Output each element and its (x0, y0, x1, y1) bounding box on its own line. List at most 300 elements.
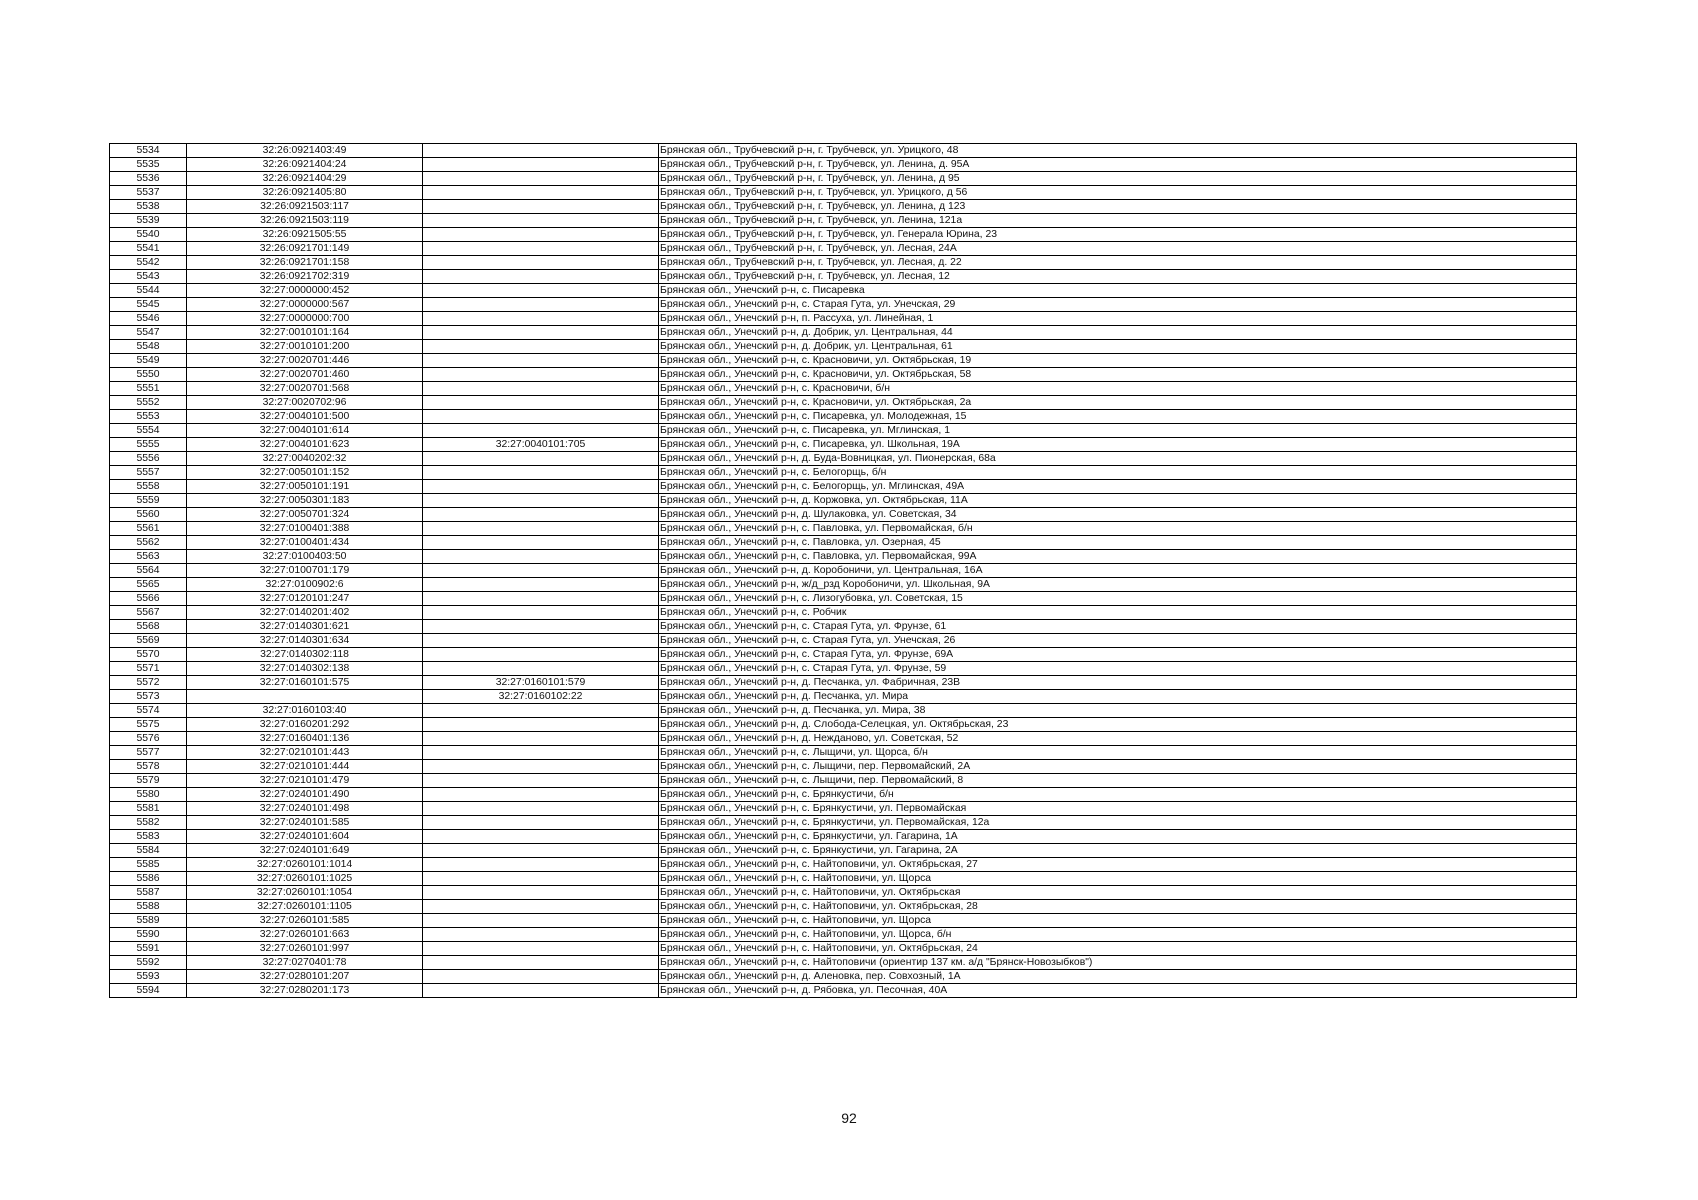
related-cadastral-number-cell (423, 452, 659, 466)
row-number-cell: 5556 (110, 452, 187, 466)
table-row (110, 284, 1577, 298)
related-cadastral-number-cell (423, 536, 659, 550)
row-number-cell: 5561 (110, 522, 187, 536)
row-number-cell: 5536 (110, 172, 187, 186)
row-number-cell: 5562 (110, 536, 187, 550)
address-cell: Брянская обл., Унечский р-н, д. Коробоничи, ул. Центральная, 16А (659, 564, 1577, 578)
address-cell: Брянская обл., Унечский р-н, с. Брянкустичи, б/н (659, 788, 1577, 802)
related-cadastral-number-cell (423, 424, 659, 438)
related-cadastral-number-cell (423, 662, 659, 676)
related-cadastral-number-cell (423, 816, 659, 830)
address-cell: Брянская обл., Унечский р-н, д. Рябовка, ул. Песочная, 40А (659, 984, 1577, 998)
address-cell: Брянская обл., Унечский р-н, с. Брянкустичи, ул. Гагарина, 2А (659, 844, 1577, 858)
row-number-cell: 5577 (110, 746, 187, 760)
row-number-cell: 5557 (110, 466, 187, 480)
row-number-cell: 5549 (110, 354, 187, 368)
cadastral-number-cell: 32:27:0280101:207 (187, 970, 423, 984)
row-number-cell: 5592 (110, 956, 187, 970)
address-cell: Брянская обл., Унечский р-н, д. Коржовка, ул. Октябрьская, 11А (659, 494, 1577, 508)
address-cell: Брянская обл., Унечский р-н, с. Писаревка (659, 284, 1577, 298)
address-cell: Брянская обл., Унечский р-н, с. Писаревка, ул. Школьная, 19А (659, 438, 1577, 452)
address-cell: Брянская обл., Трубчевский р-н, г. Трубчевск, ул. Генерала Юрина, 23 (659, 228, 1577, 242)
row-number-cell: 5568 (110, 620, 187, 634)
related-cadastral-number-cell (423, 928, 659, 942)
related-cadastral-number-cell (423, 802, 659, 816)
row-number-cell: 5534 (110, 144, 187, 158)
cadastral-number-cell: 32:27:0140301:634 (187, 634, 423, 648)
address-cell: Брянская обл., Унечский р-н, с. Павловка, ул. Первомайская, б/н (659, 522, 1577, 536)
table-row (110, 298, 1577, 312)
row-number-cell: 5560 (110, 508, 187, 522)
related-cadastral-number-cell (423, 592, 659, 606)
row-number-cell: 5580 (110, 788, 187, 802)
row-number-cell: 5559 (110, 494, 187, 508)
address-cell: Брянская обл., Трубчевский р-н, г. Трубчевск, ул. Лесная, 24А (659, 242, 1577, 256)
table-row (110, 662, 1577, 676)
table-row (110, 186, 1577, 200)
address-cell: Брянская обл., Унечский р-н, с. Павловка, ул. Первомайская, 99А (659, 550, 1577, 564)
related-cadastral-number-cell (423, 242, 659, 256)
address-cell: Брянская обл., Унечский р-н, с. Старая Гута, ул. Фрунзе, 61 (659, 620, 1577, 634)
cadastral-number-cell: 32:27:0000000:700 (187, 312, 423, 326)
row-number-cell: 5570 (110, 648, 187, 662)
row-number-cell: 5563 (110, 550, 187, 564)
row-number-cell: 5591 (110, 942, 187, 956)
related-cadastral-number-cell (423, 382, 659, 396)
cadastral-number-cell: 32:27:0270401:78 (187, 956, 423, 970)
related-cadastral-number-cell (423, 914, 659, 928)
cadastral-number-cell: 32:27:0260101:1105 (187, 900, 423, 914)
related-cadastral-number-cell (423, 942, 659, 956)
address-cell: Брянская обл., Унечский р-н, д. Шулаковка, ул. Советская, 34 (659, 508, 1577, 522)
table-row (110, 312, 1577, 326)
row-number-cell: 5540 (110, 228, 187, 242)
address-cell: Брянская обл., Унечский р-н, с. Белогорщь, ул. Мглинская, 49А (659, 480, 1577, 494)
related-cadastral-number-cell (423, 872, 659, 886)
table-row (110, 704, 1577, 718)
cadastral-number-cell: 32:26:0921702:319 (187, 270, 423, 284)
related-cadastral-number-cell (423, 480, 659, 494)
table-row (110, 844, 1577, 858)
address-cell: Брянская обл., Унечский р-н, с. Робчик (659, 606, 1577, 620)
table-row (110, 956, 1577, 970)
row-number-cell: 5581 (110, 802, 187, 816)
row-number-cell: 5547 (110, 326, 187, 340)
related-cadastral-number-cell (423, 718, 659, 732)
table-row (110, 382, 1577, 396)
address-cell: Брянская обл., Трубчевский р-н, г. Трубчевск, ул. Ленина, д 95 (659, 172, 1577, 186)
address-cell: Брянская обл., Унечский р-н, ж/д_рзд Коробоничи, ул. Школьная, 9А (659, 578, 1577, 592)
table-row (110, 480, 1577, 494)
address-cell: Брянская обл., Трубчевский р-н, г. Трубчевск, ул. Ленина, 121а (659, 214, 1577, 228)
cadastral-number-cell: 32:27:0240101:585 (187, 816, 423, 830)
table-row (110, 788, 1577, 802)
related-cadastral-number-cell (423, 494, 659, 508)
address-cell: Брянская обл., Унечский р-н, с. Красновичи, б/н (659, 382, 1577, 396)
cadastral-number-cell: 32:27:0260101:997 (187, 942, 423, 956)
related-cadastral-number-cell (423, 564, 659, 578)
registry-table-body (110, 144, 1577, 998)
address-cell: Брянская обл., Трубчевский р-н, г. Трубчевск, ул. Лесная, 12 (659, 270, 1577, 284)
cadastral-number-cell: 32:26:0921701:149 (187, 242, 423, 256)
cadastral-number-cell: 32:26:0921503:119 (187, 214, 423, 228)
table-row (110, 550, 1577, 564)
table-row (110, 256, 1577, 270)
cadastral-number-cell: 32:27:0100701:179 (187, 564, 423, 578)
address-cell: Брянская обл., Унечский р-н, с. Найтоповичи, ул. Октябрьская, 27 (659, 858, 1577, 872)
related-cadastral-number-cell (423, 186, 659, 200)
table-row (110, 522, 1577, 536)
cadastral-number-cell: 32:27:0260101:1014 (187, 858, 423, 872)
row-number-cell: 5588 (110, 900, 187, 914)
address-cell: Брянская обл., Унечский р-н, д. Песчанка, ул. Мира (659, 690, 1577, 704)
related-cadastral-number-cell (423, 634, 659, 648)
address-cell: Брянская обл., Унечский р-н, с. Старая Гута, ул. Фрунзе, 59 (659, 662, 1577, 676)
address-cell: Брянская обл., Унечский р-н, с. Красновичи, ул. Октябрьская, 2а (659, 396, 1577, 410)
related-cadastral-number-cell (423, 508, 659, 522)
address-cell: Брянская обл., Трубчевский р-н, г. Трубчевск, ул. Ленина, д. 95А (659, 158, 1577, 172)
cadastral-number-cell: 32:27:0040101:614 (187, 424, 423, 438)
row-number-cell: 5542 (110, 256, 187, 270)
related-cadastral-number-cell (423, 970, 659, 984)
table-row (110, 592, 1577, 606)
address-cell: Брянская обл., Унечский р-н, с. Брянкустичи, ул. Первомайская (659, 802, 1577, 816)
related-cadastral-number-cell (423, 270, 659, 284)
address-cell: Брянская обл., Унечский р-н, с. Красновичи, ул. Октябрьская, 58 (659, 368, 1577, 382)
table-row (110, 158, 1577, 172)
row-number-cell: 5564 (110, 564, 187, 578)
row-number-cell: 5567 (110, 606, 187, 620)
cadastral-number-cell: 32:27:0100401:434 (187, 536, 423, 550)
address-cell: Брянская обл., Унечский р-н, с. Лыщичи, пер. Первомайский, 8 (659, 774, 1577, 788)
row-number-cell: 5590 (110, 928, 187, 942)
table-row (110, 214, 1577, 228)
cadastral-number-cell: 32:27:0240101:490 (187, 788, 423, 802)
cadastral-number-cell: 32:27:0120101:247 (187, 592, 423, 606)
row-number-cell: 5573 (110, 690, 187, 704)
related-cadastral-number-cell: 32:27:0160101:579 (423, 676, 659, 690)
table-row (110, 648, 1577, 662)
table-row (110, 634, 1577, 648)
cadastral-number-cell: 32:27:0050701:324 (187, 508, 423, 522)
cadastral-number-cell: 32:27:0040202:32 (187, 452, 423, 466)
table-row (110, 606, 1577, 620)
address-cell: Брянская обл., Унечский р-н, с. Красновичи, ул. Октябрьская, 19 (659, 354, 1577, 368)
row-number-cell: 5551 (110, 382, 187, 396)
address-cell: Брянская обл., Унечский р-н, с. Брянкустичи, ул. Первомайская, 12а (659, 816, 1577, 830)
table-row (110, 718, 1577, 732)
table-row (110, 732, 1577, 746)
address-cell: Брянская обл., Унечский р-н, д. Нежданово, ул. Советская, 52 (659, 732, 1577, 746)
table-row (110, 900, 1577, 914)
cadastral-number-cell: 32:27:0010101:164 (187, 326, 423, 340)
row-number-cell: 5548 (110, 340, 187, 354)
row-number-cell: 5566 (110, 592, 187, 606)
address-cell: Брянская обл., Унечский р-н, с. Писаревка, ул. Мглинская, 1 (659, 424, 1577, 438)
table-row (110, 802, 1577, 816)
related-cadastral-number-cell (423, 410, 659, 424)
related-cadastral-number-cell (423, 144, 659, 158)
cadastral-number-cell: 32:27:0020701:568 (187, 382, 423, 396)
row-number-cell: 5574 (110, 704, 187, 718)
cadastral-number-cell: 32:27:0160401:136 (187, 732, 423, 746)
related-cadastral-number-cell (423, 340, 659, 354)
cadastral-number-cell: 32:27:0260101:1054 (187, 886, 423, 900)
related-cadastral-number-cell (423, 228, 659, 242)
related-cadastral-number-cell (423, 298, 659, 312)
row-number-cell: 5554 (110, 424, 187, 438)
table-row (110, 452, 1577, 466)
related-cadastral-number-cell (423, 858, 659, 872)
cadastral-number-cell: 32:27:0020701:446 (187, 354, 423, 368)
address-cell: Брянская обл., Трубчевский р-н, г. Трубчевск, ул. Ленина, д 123 (659, 200, 1577, 214)
related-cadastral-number-cell (423, 200, 659, 214)
related-cadastral-number-cell (423, 172, 659, 186)
row-number-cell: 5594 (110, 984, 187, 998)
table-row (110, 858, 1577, 872)
address-cell: Брянская обл., Унечский р-н, с. Найтоповичи, ул. Щорса (659, 914, 1577, 928)
table-row (110, 424, 1577, 438)
related-cadastral-number-cell (423, 284, 659, 298)
cadastral-number-cell: 32:27:0040101:500 (187, 410, 423, 424)
address-cell: Брянская обл., Трубчевский р-н, г. Трубчевск, ул. Лесная, д. 22 (659, 256, 1577, 270)
row-number-cell: 5584 (110, 844, 187, 858)
cadastral-number-cell: 32:27:0140302:118 (187, 648, 423, 662)
related-cadastral-number-cell (423, 620, 659, 634)
row-number-cell: 5552 (110, 396, 187, 410)
row-number-cell: 5586 (110, 872, 187, 886)
table-row (110, 620, 1577, 634)
row-number-cell: 5544 (110, 284, 187, 298)
related-cadastral-number-cell (423, 956, 659, 970)
related-cadastral-number-cell (423, 396, 659, 410)
cadastral-number-cell: 32:27:0100401:388 (187, 522, 423, 536)
cadastral-number-cell: 32:27:0050301:183 (187, 494, 423, 508)
cadastral-number-cell: 32:27:0100403:50 (187, 550, 423, 564)
table-row (110, 816, 1577, 830)
cadastral-number-cell: 32:26:0921503:117 (187, 200, 423, 214)
cadastral-number-cell: 32:27:0010101:200 (187, 340, 423, 354)
table-row (110, 340, 1577, 354)
address-cell: Брянская обл., Трубчевский р-н, г. Трубчевск, ул. Урицкого, д 56 (659, 186, 1577, 200)
table-row (110, 242, 1577, 256)
table-row (110, 564, 1577, 578)
table-row (110, 466, 1577, 480)
row-number-cell: 5535 (110, 158, 187, 172)
row-number-cell: 5546 (110, 312, 187, 326)
cadastral-number-cell: 32:27:0280201:173 (187, 984, 423, 998)
address-cell: Брянская обл., Унечский р-н, с. Старая Гута, ул. Унечская, 29 (659, 298, 1577, 312)
address-cell: Брянская обл., Унечский р-н, с. Найтоповичи, ул. Октябрьская, 24 (659, 942, 1577, 956)
table-row (110, 886, 1577, 900)
address-cell: Брянская обл., Унечский р-н, с. Лыщичи, ул. Щорса, б/н (659, 746, 1577, 760)
table-row (110, 396, 1577, 410)
row-number-cell: 5587 (110, 886, 187, 900)
cadastral-number-cell: 32:27:0240101:649 (187, 844, 423, 858)
row-number-cell: 5578 (110, 760, 187, 774)
related-cadastral-number-cell (423, 550, 659, 564)
row-number-cell: 5569 (110, 634, 187, 648)
table-row (110, 760, 1577, 774)
cadastral-number-cell: 32:27:0260101:1025 (187, 872, 423, 886)
table-row (110, 676, 1577, 690)
cadastral-number-cell: 32:27:0020702:96 (187, 396, 423, 410)
cadastral-number-cell: 32:27:0040101:623 (187, 438, 423, 452)
related-cadastral-number-cell (423, 788, 659, 802)
address-cell: Брянская обл., Унечский р-н, д. Добрик, ул. Центральная, 61 (659, 340, 1577, 354)
address-cell: Брянская обл., Унечский р-н, с. Белогорщь, б/н (659, 466, 1577, 480)
row-number-cell: 5558 (110, 480, 187, 494)
row-number-cell: 5579 (110, 774, 187, 788)
table-row (110, 172, 1577, 186)
related-cadastral-number-cell (423, 648, 659, 662)
row-number-cell: 5555 (110, 438, 187, 452)
related-cadastral-number-cell: 32:27:0160102:22 (423, 690, 659, 704)
table-row (110, 326, 1577, 340)
table-row (110, 354, 1577, 368)
row-number-cell: 5541 (110, 242, 187, 256)
cadastral-number-cell: 32:27:0240101:498 (187, 802, 423, 816)
related-cadastral-number-cell: 32:27:0040101:705 (423, 438, 659, 452)
address-cell: Брянская обл., Унечский р-н, с. Старая Гута, ул. Унечская, 26 (659, 634, 1577, 648)
address-cell: Брянская обл., Унечский р-н, с. Найтоповичи, ул. Октябрьская, 28 (659, 900, 1577, 914)
table-row (110, 410, 1577, 424)
cadastral-number-cell (187, 690, 423, 704)
related-cadastral-number-cell (423, 774, 659, 788)
related-cadastral-number-cell (423, 214, 659, 228)
table-row (110, 228, 1577, 242)
address-cell: Брянская обл., Трубчевский р-н, г. Трубчевск, ул. Урицкого, 48 (659, 144, 1577, 158)
address-cell: Брянская обл., Унечский р-н, с. Лыщичи, пер. Первомайский, 2А (659, 760, 1577, 774)
row-number-cell: 5575 (110, 718, 187, 732)
related-cadastral-number-cell (423, 256, 659, 270)
row-number-cell: 5576 (110, 732, 187, 746)
cadastral-number-cell: 32:26:0921404:24 (187, 158, 423, 172)
address-cell: Брянская обл., Унечский р-н, д. Слобода-Селецкая, ул. Октябрьская, 23 (659, 718, 1577, 732)
related-cadastral-number-cell (423, 732, 659, 746)
row-number-cell: 5593 (110, 970, 187, 984)
related-cadastral-number-cell (423, 760, 659, 774)
related-cadastral-number-cell (423, 522, 659, 536)
related-cadastral-number-cell (423, 886, 659, 900)
address-cell: Брянская обл., Унечский р-н, с. Лизогубовка, ул. Советская, 15 (659, 592, 1577, 606)
address-cell: Брянская обл., Унечский р-н, п. Рассуха, ул. Линейная, 1 (659, 312, 1577, 326)
cadastral-number-cell: 32:26:0921405:80 (187, 186, 423, 200)
cadastral-number-cell: 32:26:0921701:158 (187, 256, 423, 270)
address-cell: Брянская обл., Унечский р-н, д. Песчанка, ул. Фабричная, 23В (659, 676, 1577, 690)
cadastral-number-cell: 32:27:0050101:191 (187, 480, 423, 494)
cadastral-number-cell: 32:27:0020701:460 (187, 368, 423, 382)
table-row (110, 536, 1577, 550)
related-cadastral-number-cell (423, 606, 659, 620)
cadastral-number-cell: 32:26:0921505:55 (187, 228, 423, 242)
related-cadastral-number-cell (423, 844, 659, 858)
cadastral-number-cell: 32:27:0210101:479 (187, 774, 423, 788)
table-row (110, 438, 1577, 452)
address-cell: Брянская обл., Унечский р-н, д. Добрик, ул. Центральная, 44 (659, 326, 1577, 340)
row-number-cell: 5550 (110, 368, 187, 382)
row-number-cell: 5583 (110, 830, 187, 844)
row-number-cell: 5543 (110, 270, 187, 284)
row-number-cell: 5553 (110, 410, 187, 424)
table-row (110, 984, 1577, 998)
table-row (110, 928, 1577, 942)
related-cadastral-number-cell (423, 704, 659, 718)
row-number-cell: 5589 (110, 914, 187, 928)
cadastral-number-cell: 32:27:0260101:585 (187, 914, 423, 928)
row-number-cell: 5572 (110, 676, 187, 690)
table-row (110, 690, 1577, 704)
address-cell: Брянская обл., Унечский р-н, с. Найтоповичи, ул. Щорса (659, 872, 1577, 886)
cadastral-number-cell: 32:27:0140302:138 (187, 662, 423, 676)
row-number-cell: 5565 (110, 578, 187, 592)
row-number-cell: 5537 (110, 186, 187, 200)
related-cadastral-number-cell (423, 326, 659, 340)
table-row (110, 774, 1577, 788)
row-number-cell: 5545 (110, 298, 187, 312)
address-cell: Брянская обл., Унечский р-н, д. Буда-Вовницкая, ул. Пионерская, 68а (659, 452, 1577, 466)
table-row (110, 368, 1577, 382)
address-cell: Брянская обл., Унечский р-н, с. Найтоповичи (ориентир 137 км. а/д "Брянск-Новозыбков") (659, 956, 1577, 970)
table-row (110, 578, 1577, 592)
cadastral-number-cell: 32:27:0240101:604 (187, 830, 423, 844)
table-row (110, 942, 1577, 956)
address-cell: Брянская обл., Унечский р-н, с. Найтоповичи, ул. Октябрьская (659, 886, 1577, 900)
related-cadastral-number-cell (423, 900, 659, 914)
related-cadastral-number-cell (423, 354, 659, 368)
cadastral-number-cell: 32:27:0160201:292 (187, 718, 423, 732)
table-row (110, 270, 1577, 284)
related-cadastral-number-cell (423, 830, 659, 844)
cadastral-number-cell: 32:26:0921404:29 (187, 172, 423, 186)
address-cell: Брянская обл., Унечский р-н, с. Старая Гута, ул. Фрунзе, 69А (659, 648, 1577, 662)
related-cadastral-number-cell (423, 578, 659, 592)
address-cell: Брянская обл., Унечский р-н, с. Писаревка, ул. Молодежная, 15 (659, 410, 1577, 424)
table-row (110, 914, 1577, 928)
cadastral-number-cell: 32:27:0050101:152 (187, 466, 423, 480)
row-number-cell: 5538 (110, 200, 187, 214)
row-number-cell: 5571 (110, 662, 187, 676)
cadastral-number-cell: 32:27:0140301:621 (187, 620, 423, 634)
table-row (110, 494, 1577, 508)
cadastral-number-cell: 32:27:0210101:444 (187, 760, 423, 774)
related-cadastral-number-cell (423, 368, 659, 382)
page-number: 92 (841, 1110, 857, 1126)
table-row (110, 970, 1577, 984)
related-cadastral-number-cell (423, 158, 659, 172)
address-cell: Брянская обл., Унечский р-н, с. Павловка, ул. Озерная, 45 (659, 536, 1577, 550)
related-cadastral-number-cell (423, 312, 659, 326)
related-cadastral-number-cell (423, 984, 659, 998)
registry-table (109, 143, 1577, 998)
address-cell: Брянская обл., Унечский р-н, с. Найтоповичи, ул. Щорса, б/н (659, 928, 1577, 942)
address-cell: Брянская обл., Унечский р-н, д. Песчанка, ул. Мира, 38 (659, 704, 1577, 718)
table-row (110, 830, 1577, 844)
cadastral-number-cell: 32:27:0210101:443 (187, 746, 423, 760)
cadastral-number-cell: 32:27:0160103:40 (187, 704, 423, 718)
table-row (110, 746, 1577, 760)
table-row (110, 144, 1577, 158)
row-number-cell: 5585 (110, 858, 187, 872)
cadastral-number-cell: 32:26:0921403:49 (187, 144, 423, 158)
address-cell: Брянская обл., Унечский р-н, с. Брянкустичи, ул. Гагарина, 1А (659, 830, 1577, 844)
address-cell: Брянская обл., Унечский р-н, д. Аленовка, пер. Совхозный, 1А (659, 970, 1577, 984)
cadastral-number-cell: 32:27:0000000:567 (187, 298, 423, 312)
related-cadastral-number-cell (423, 466, 659, 480)
cadastral-number-cell: 32:27:0000000:452 (187, 284, 423, 298)
cadastral-number-cell: 32:27:0140201:402 (187, 606, 423, 620)
related-cadastral-number-cell (423, 746, 659, 760)
